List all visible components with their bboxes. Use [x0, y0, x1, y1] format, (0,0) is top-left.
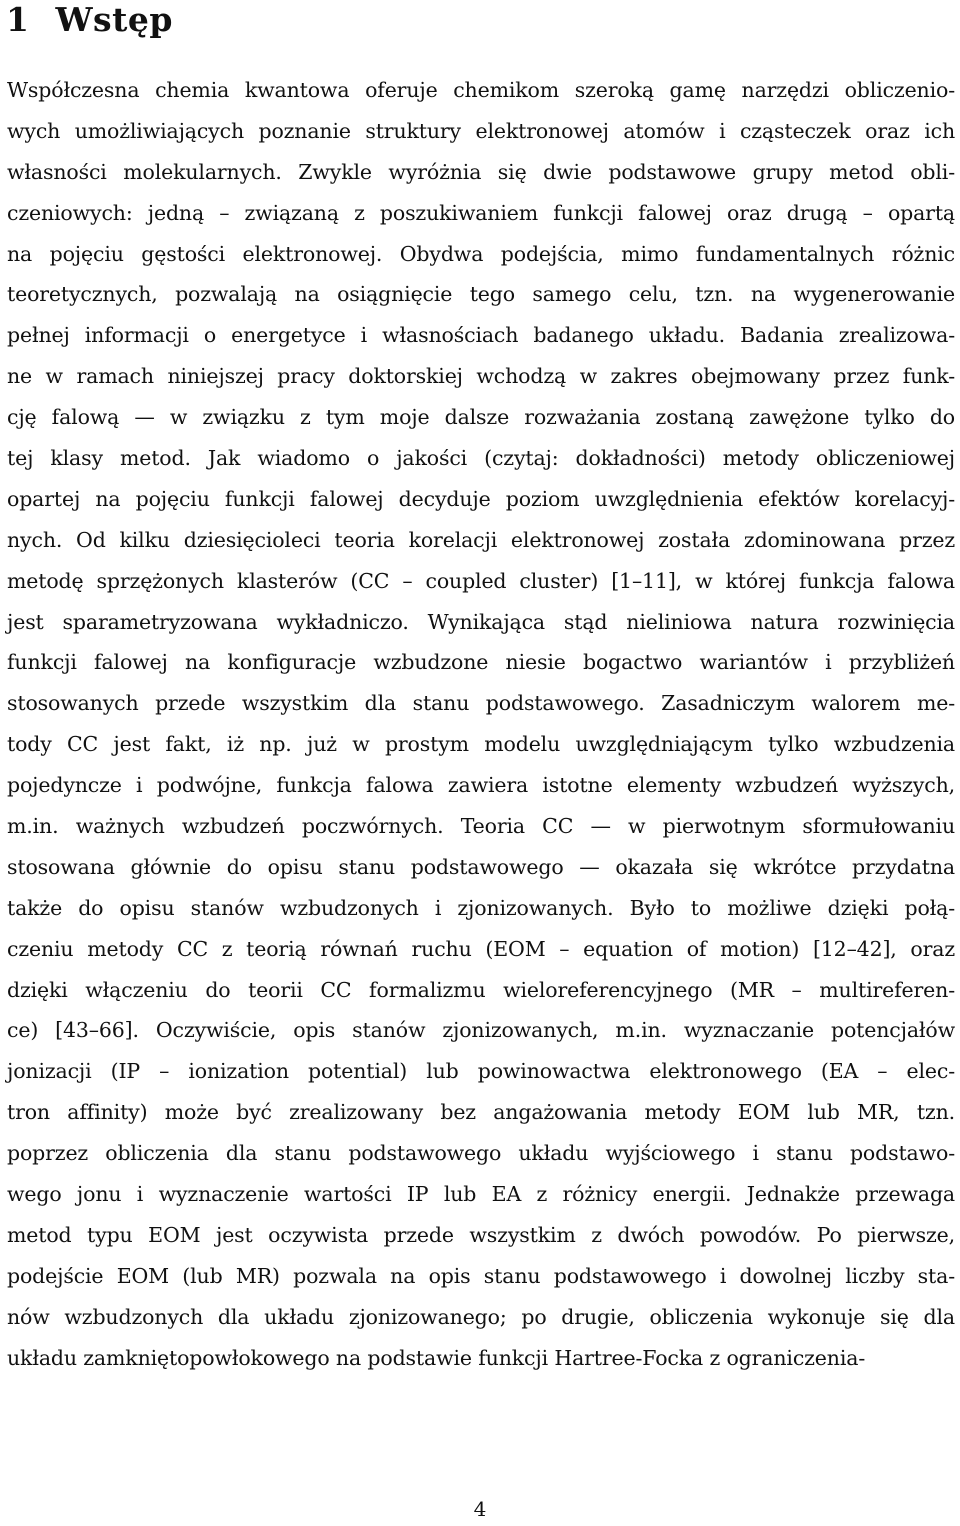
text-line: funkcji falowej na konfiguracje wzbudzone niesie bogactwo wariantów i przybliżeń	[7, 650, 955, 675]
text-line: jest sparametryzowana wykładniczo. Wynikająca stąd nieliniowa natura rozwinięcia	[7, 609, 955, 634]
text-line: metodę sprzężonych klasterów (CC – coupled cluster) [1–11], w której funkcja falowa	[7, 568, 955, 593]
text-line: układu zamkniętopowłokowego na podstawie funkcji Hartree-Focka z ograniczenia-	[7, 1345, 866, 1370]
text-line: stosowana głównie do opisu stanu podstawowego — okazała się wkrótce przydatna	[7, 854, 955, 879]
text-line: pełnej informacji o energetyce i własnościach badanego układu. Badania zrealizowa-	[7, 323, 955, 348]
text-line: Współczesna chemia kwantowa oferuje chemikom szeroką gamę narzędzi obliczenio-	[7, 78, 955, 102]
text-line: jonizacji (IP – ionization potential) lub powinowactwa elektronowego (EA – elec-	[7, 1059, 955, 1084]
text-line: tody CC jest fakt, iż np. już w prostym modelu uwzględniającym tylko wzbudzenia	[7, 732, 955, 757]
text-line: ne w ramach niniejszej pracy doktorskiej wchodzą w zakres obejmowany przez funk-	[7, 364, 955, 389]
text-line: podejście EOM (lub MR) pozwala na opis stanu podstawowego i dowolnej liczby sta-	[7, 1263, 955, 1288]
text-line: czeniu metody CC z teorią równań ruchu (EOM – equation of motion) [12–42], oraz	[7, 936, 955, 961]
text-line: poprzez obliczenia dla stanu podstawowego układu wyjściowego i stanu podstawo-	[7, 1141, 955, 1166]
text-line: własności molekularnych. Zwykle wyróżnia się dwie podstawowe grupy metod obli-	[7, 159, 955, 184]
text-line: czeniowych: jedną – związaną z poszukiwaniem funkcji falowej oraz drugą – opartą	[7, 200, 955, 225]
chapter-title: Wstęp	[55, 0, 173, 39]
text-line: na pojęciu gęstości elektronowej. Obydwa podejścia, mimo fundamentalnych różnic	[7, 241, 955, 266]
text-line: także do opisu stanów wzbudzonych i zjonizowanych. Było to możliwe dzięki połą-	[7, 895, 955, 920]
text-line: wych umożliwiających poznanie struktury elektronowej atomów i cząsteczek oraz ich	[7, 118, 955, 143]
text-line: opartej na pojęciu funkcji falowej decyduje poziom uwzględnienia efektów korelacyj-	[7, 486, 955, 511]
text-line: tron affinity) może być zrealizowany bez angażowania metody EOM lub MR, tzn.	[7, 1100, 955, 1125]
text-line: ce) [43–66]. Oczywiście, opis stanów zjonizowanych, m.in. wyznaczanie potencjałów	[7, 1018, 955, 1043]
page-number: 4	[473, 1497, 487, 1521]
text-line: m.in. ważnych wzbudzeń poczwórnych. Teoria CC — w pierwotnym sformułowaniu	[7, 814, 955, 839]
text-line: nych. Od kilku dziesięcioleci teoria korelacji elektronowej została zdominowana przez	[7, 527, 955, 552]
text-line: teoretycznych, pozwalają na osiągnięcie tego samego celu, tzn. na wygenerowanie	[7, 282, 955, 307]
text-line: nów wzbudzonych dla układu zjonizowanego; po drugie, obliczenia wykonuje się dla	[7, 1304, 955, 1329]
chapter-heading	[6, 0, 173, 40]
text-line: tej klasy metod. Jak wiadomo o jakości (czytaj: dokładności) metody obliczeniowej	[7, 446, 955, 471]
chapter-number: 1	[6, 0, 30, 39]
text-line: metod typu EOM jest oczywista przede wszystkim z dwóch powodów. Po pierwsze,	[7, 1222, 955, 1247]
text-line: stosowanych przede wszystkim dla stanu podstawowego. Zasadniczym walorem me-	[7, 691, 955, 716]
text-line: wego jonu i wyznaczenie wartości IP lub EA z różnicy energii. Jednakże przewaga	[7, 1182, 955, 1207]
text-line: cję falową — w związku z tym moje dalsze rozważania zostaną zawężone tylko do	[7, 405, 955, 430]
text-line: pojedyncze i podwójne, funkcja falowa zawiera istotne elementy wzbudzeń wyższych,	[7, 773, 955, 798]
text-line: dzięki włączeniu do teorii CC formalizmu wieloreferencyjnego (MR – multireferen-	[7, 977, 955, 1002]
body-paragraph	[7, 70, 955, 1379]
